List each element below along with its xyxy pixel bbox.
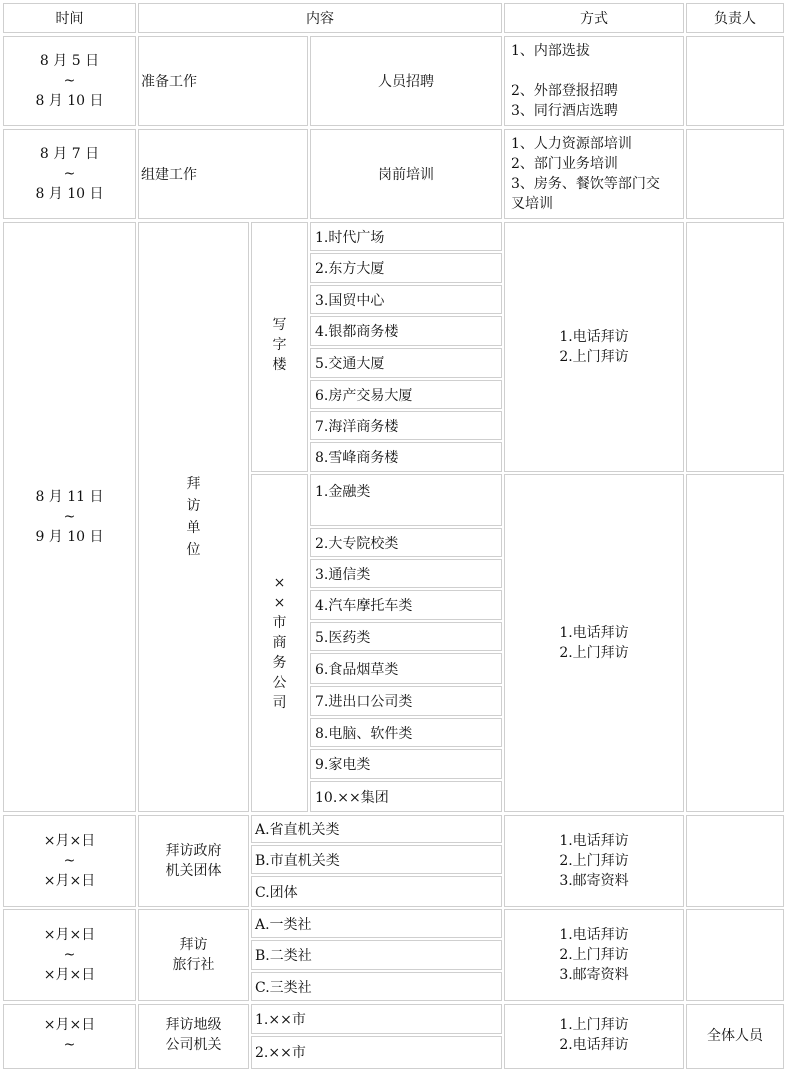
local-item — [251, 1036, 502, 1069]
office-item-label: 7.海洋商务楼 — [315, 418, 399, 435]
travel-item-label: C.三类社 — [255, 979, 312, 996]
local-item-label: 2.××市 — [255, 1045, 306, 1061]
office-item-label: 2.东方大厦 — [315, 261, 385, 277]
header-owner-label: 负责人 — [714, 11, 756, 27]
gov-item — [251, 815, 502, 843]
company-label-char-6: 公 — [272, 675, 287, 691]
company-item — [310, 622, 502, 651]
office-item — [310, 285, 502, 314]
local-task-line-2: 公司机关 — [165, 1037, 222, 1053]
company-item — [310, 653, 502, 684]
gov-item — [251, 876, 502, 907]
visit-time-start: 8 月 11 日 — [35, 489, 104, 505]
prep-item-label: 人员招聘 — [378, 74, 434, 90]
travel-task — [138, 909, 249, 1001]
header-content — [138, 3, 502, 33]
office-item-label: 4.银都商务楼 — [315, 324, 399, 340]
prep-time-end: 8 月 10 日 — [35, 93, 104, 109]
prep-method-3: 3、同行酒店选聘 — [511, 103, 618, 119]
prep-time-start: 8 月 5 日 — [39, 53, 100, 69]
office-item — [310, 442, 502, 472]
build-time — [3, 129, 136, 219]
build-methods — [504, 129, 684, 219]
company-label-char-3: 市 — [272, 615, 287, 631]
prep-time — [3, 36, 136, 126]
build-time-sep: ~ — [63, 166, 76, 182]
office-item — [310, 222, 502, 251]
gov-methods-list — [559, 831, 628, 891]
build-method-2: 2、部门业务培训 — [511, 156, 618, 172]
travel-item — [251, 909, 502, 938]
office-item-label: 5.交通大厦 — [315, 356, 385, 372]
travel-owner — [686, 909, 784, 1001]
office-owner — [686, 222, 784, 472]
gov-method-2: 2.上门拜访 — [559, 853, 629, 869]
company-item — [310, 686, 502, 716]
gov-item-label: B.市直机关类 — [255, 852, 340, 869]
gov-task — [138, 815, 249, 907]
local-time — [3, 1004, 136, 1069]
gov-time-sep: ~ — [63, 853, 76, 869]
visit-task-char-3: 单 — [186, 520, 201, 536]
prep-method-spacer — [511, 61, 677, 81]
office-label-char-2: 字 — [272, 337, 287, 353]
travel-item-label: A.一类社 — [255, 916, 312, 933]
local-item-label: 1.××市 — [255, 1012, 306, 1028]
travel-methods — [504, 909, 684, 1001]
prep-time-sep: ~ — [63, 73, 76, 89]
gov-methods — [504, 815, 684, 907]
prep-task-label: 准备工作 — [141, 74, 197, 90]
company-owner — [686, 474, 784, 812]
company-label-char-5: 务 — [272, 655, 287, 671]
company-item — [310, 559, 502, 588]
office-methods-list — [559, 327, 628, 367]
company-methods — [504, 474, 684, 812]
company-item-label: 6.食品烟草类 — [315, 661, 399, 678]
visit-task-char-1: 拜 — [186, 476, 201, 492]
travel-method-2: 2.上门拜访 — [559, 947, 629, 963]
company-item-label: 5.医药类 — [315, 629, 371, 646]
local-task — [138, 1004, 249, 1069]
build-time-end: 8 月 10 日 — [35, 186, 104, 202]
company-label-char-7: 司 — [272, 695, 287, 711]
office-method-2: 2.上门拜访 — [559, 349, 629, 365]
travel-item-label: B.二类社 — [255, 948, 312, 964]
visit-task — [138, 222, 249, 812]
build-time-start: 8 月 7 日 — [39, 146, 100, 162]
header-method — [504, 3, 684, 33]
travel-time — [3, 909, 136, 1001]
build-item — [310, 129, 502, 219]
build-task — [138, 129, 308, 219]
office-item — [310, 253, 502, 283]
company-item-label: 8.电脑、软件类 — [315, 725, 413, 742]
company-item — [310, 528, 502, 557]
build-task-label: 组建工作 — [141, 167, 197, 183]
office-item-label: 1.时代广场 — [315, 229, 385, 246]
visit-time — [3, 222, 136, 812]
header-method-label: 方式 — [580, 11, 608, 27]
company-item — [310, 718, 502, 747]
visit-time-sep: ~ — [63, 509, 76, 525]
travel-time-start: ×月×日 — [43, 927, 96, 943]
travel-task-line-2: 旅行社 — [172, 957, 215, 973]
gov-time-start: ×月×日 — [43, 833, 96, 849]
company-item-label: 7.进出口公司类 — [315, 694, 413, 710]
company-item-label: 9.家电类 — [315, 757, 371, 773]
gov-task-line-2: 机关团体 — [165, 863, 222, 879]
gov-owner — [686, 815, 784, 907]
gov-item-label: A.省直机关类 — [255, 822, 340, 838]
local-methods-list — [559, 1015, 628, 1055]
travel-method-1: 1.电话拜访 — [559, 927, 629, 943]
travel-item — [251, 940, 502, 970]
prep-task — [138, 36, 308, 126]
company-item-label: 10.××集团 — [315, 789, 389, 806]
header-content-label: 内容 — [306, 11, 334, 27]
company-item-label: 2.大专院校类 — [315, 535, 399, 552]
prep-methods — [504, 36, 684, 126]
company-item-label: 4.汽车摩托车类 — [315, 598, 413, 614]
gov-time-end: ×月×日 — [43, 873, 96, 889]
local-owner — [686, 1004, 784, 1069]
office-methods — [504, 222, 684, 472]
local-owner-label: 全体人员 — [707, 1028, 763, 1044]
travel-task-line-1: 拜访 — [179, 937, 208, 953]
company-item — [310, 474, 502, 526]
gov-item-label: C.团体 — [255, 884, 298, 901]
company-label-char-2: × — [273, 595, 286, 611]
gov-item — [251, 845, 502, 874]
gov-method-1: 1.电话拜访 — [559, 833, 629, 849]
office-method-1: 1.电话拜访 — [559, 329, 629, 345]
travel-method-3: 3.邮寄资料 — [559, 967, 629, 983]
company-item — [310, 749, 502, 779]
company-item-label: 1.金融类 — [315, 484, 371, 500]
local-methods — [504, 1004, 684, 1069]
company-method-1: 1.电话拜访 — [559, 625, 629, 641]
build-item-label: 岗前培训 — [378, 167, 434, 183]
office-item — [310, 411, 502, 440]
prep-item — [310, 36, 502, 126]
company-methods-list — [559, 623, 628, 663]
visit-task-char-2: 访 — [186, 498, 201, 514]
build-method-1: 1、人力资源部培训 — [511, 136, 632, 152]
gov-task-line-1: 拜访政府 — [165, 843, 222, 859]
company-item-label: 3.通信类 — [315, 566, 371, 583]
build-method-3-cont: 叉培训 — [511, 196, 553, 212]
travel-time-sep: ~ — [63, 947, 76, 963]
company-label-char-4: 商 — [272, 635, 287, 651]
office-label-char-3: 楼 — [272, 357, 287, 373]
local-time-sep: ~ — [63, 1037, 76, 1053]
header-owner — [686, 3, 784, 33]
build-owner — [686, 129, 784, 219]
prep-method-2: 2、外部登报招聘 — [511, 83, 618, 99]
local-time-start: ×月×日 — [43, 1017, 96, 1033]
gov-time — [3, 815, 136, 907]
prep-owner — [686, 36, 784, 126]
office-item — [310, 380, 502, 409]
company-label-char-1: × — [273, 575, 286, 591]
local-method-1: 1.上门拜访 — [559, 1017, 629, 1033]
gov-method-3: 3.邮寄资料 — [559, 873, 629, 889]
header-time-label: 时间 — [55, 11, 84, 27]
travel-methods-list — [559, 925, 628, 985]
local-task-line-1: 拜访地级 — [165, 1017, 222, 1033]
company-item — [310, 781, 502, 812]
office-item — [310, 348, 502, 378]
office-label-char-1: 写 — [272, 317, 287, 333]
local-item — [251, 1004, 502, 1034]
office-item-label: 6.房产交易大厦 — [315, 387, 413, 404]
travel-item — [251, 972, 502, 1001]
office-item-label: 3.国贸中心 — [315, 292, 385, 309]
company-label — [251, 474, 308, 812]
company-item — [310, 590, 502, 620]
office-label — [251, 222, 308, 472]
office-item-label: 8.雪峰商务楼 — [315, 450, 399, 466]
prep-method-1: 1、内部选拔 — [511, 43, 590, 59]
visit-task-char-4: 位 — [186, 542, 201, 558]
build-method-3: 3、房务、餐饮等部门交 — [511, 176, 660, 192]
local-method-2: 2.电话拜访 — [559, 1037, 629, 1053]
header-time — [3, 3, 136, 33]
office-item — [310, 316, 502, 346]
travel-time-end: ×月×日 — [43, 967, 96, 983]
visit-time-end: 9 月 10 日 — [35, 529, 104, 545]
company-method-2: 2.上门拜访 — [559, 645, 629, 661]
